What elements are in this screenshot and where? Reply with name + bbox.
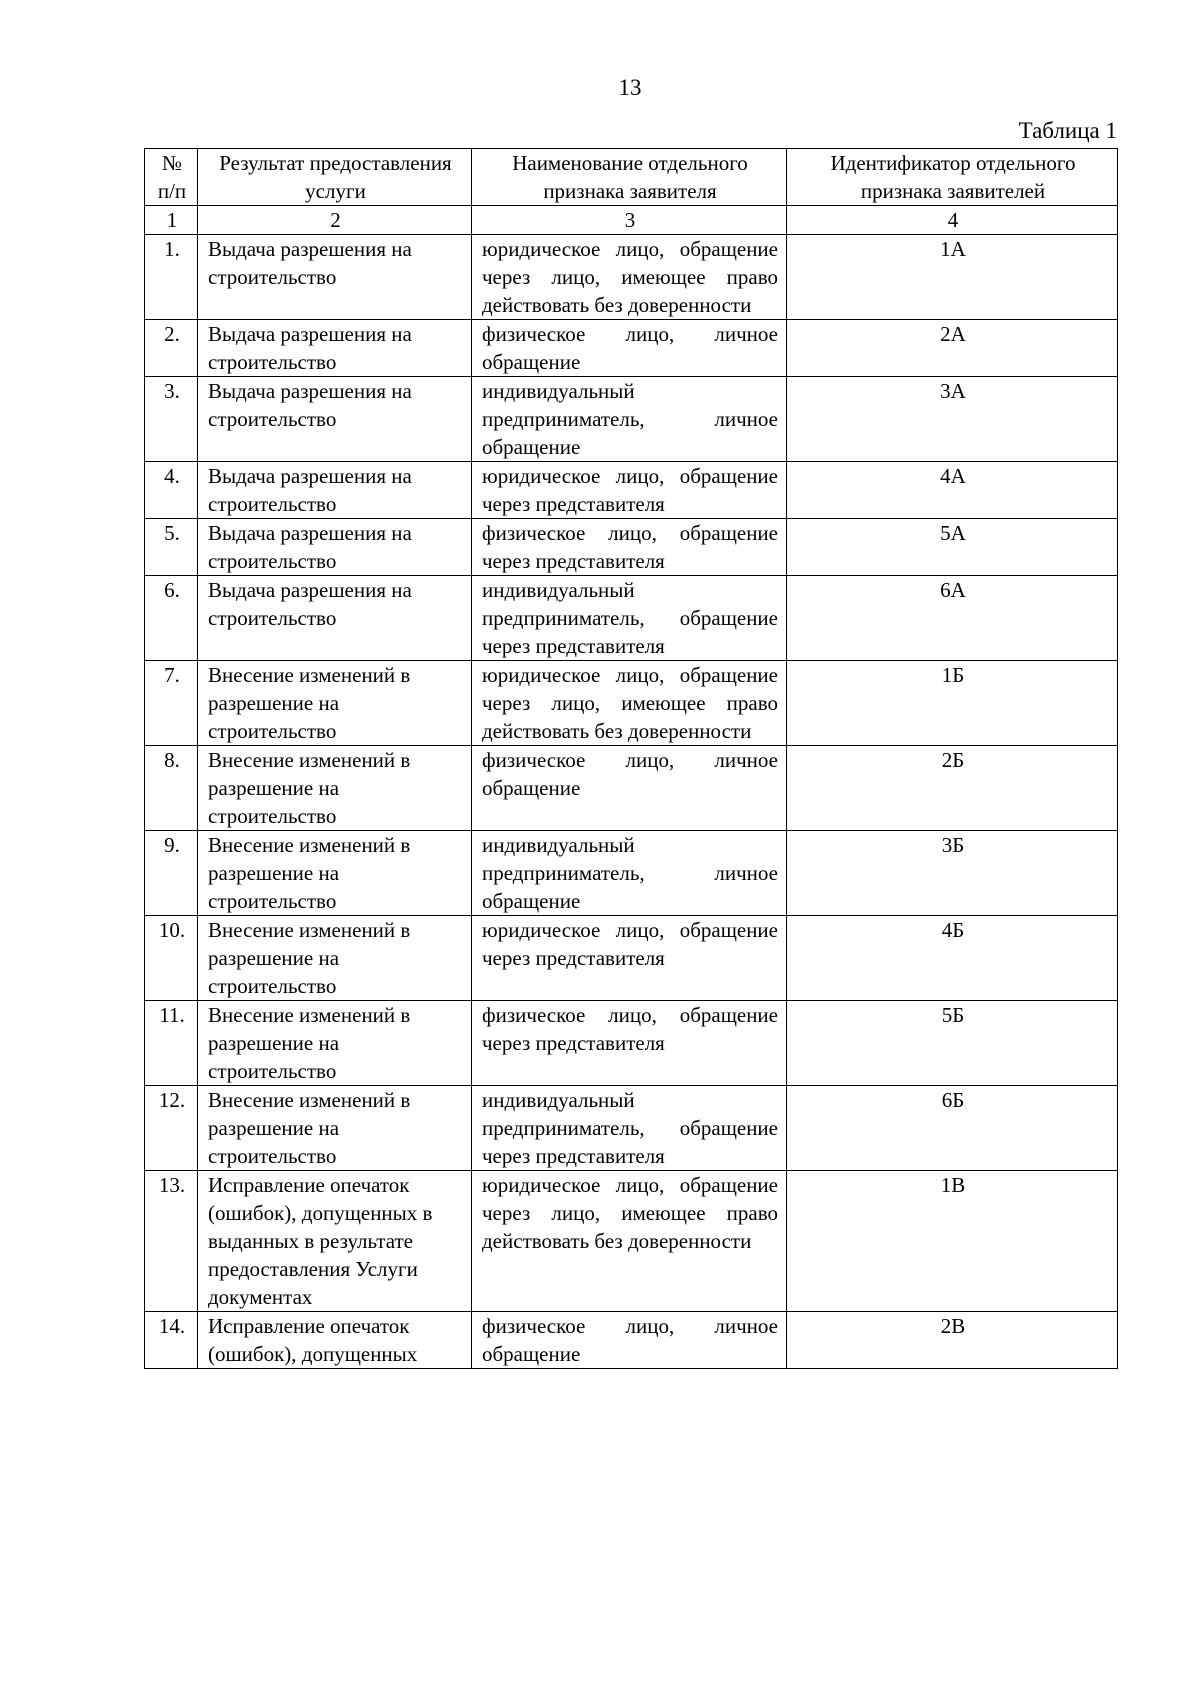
- row-result: Выдача разрешения на строительство: [198, 576, 472, 661]
- row-result: Внесение изменений в разрешение на строительство: [198, 661, 472, 746]
- row-result: Выдача разрешения на строительство: [198, 377, 472, 462]
- column-number: 3: [472, 206, 787, 235]
- row-applicant-sign: индивидуальный предприниматель, обращение через представителя: [472, 1086, 787, 1171]
- row-number: 4.: [145, 462, 198, 519]
- row-number: 8.: [145, 746, 198, 831]
- table-row: [145, 576, 1118, 661]
- applicant-signs-table: [144, 148, 1118, 1369]
- table-row: [145, 235, 1118, 320]
- row-identifier: 2В: [787, 1312, 1118, 1369]
- table-row: [145, 916, 1118, 1001]
- table-row: [145, 1086, 1118, 1171]
- column-number: 4: [787, 206, 1118, 235]
- row-number: 12.: [145, 1086, 198, 1171]
- table-row: [145, 1171, 1118, 1312]
- row-identifier: 6А: [787, 576, 1118, 661]
- row-identifier: 6Б: [787, 1086, 1118, 1171]
- column-numbering-row: [145, 206, 1118, 235]
- row-number: 7.: [145, 661, 198, 746]
- row-result: Исправление опечаток (ошибок), допущенных: [198, 1312, 472, 1369]
- row-identifier: 5Б: [787, 1001, 1118, 1086]
- table-header-row: [145, 149, 1118, 206]
- row-result: Внесение изменений в разрешение на строительство: [198, 1086, 472, 1171]
- table-row: [145, 377, 1118, 462]
- table-row: [145, 746, 1118, 831]
- table-row: [145, 831, 1118, 916]
- row-number: 6.: [145, 576, 198, 661]
- row-result: Внесение изменений в разрешение на строительство: [198, 916, 472, 1001]
- row-result: Выдача разрешения на строительство: [198, 519, 472, 576]
- row-identifier: 4А: [787, 462, 1118, 519]
- table-body: [145, 235, 1118, 1369]
- row-applicant-sign: индивидуальный предприниматель, обращение через представителя: [472, 576, 787, 661]
- row-result: Внесение изменений в разрешение на строительство: [198, 831, 472, 916]
- table-row: [145, 1001, 1118, 1086]
- row-number: 11.: [145, 1001, 198, 1086]
- row-applicant-sign: юридическое лицо, обращение через лицо, имеющее право действовать без доверенности: [472, 235, 787, 320]
- header-sign-name: Наименование отдельного признака заявителя: [472, 149, 787, 206]
- row-applicant-sign: юридическое лицо, обращение через представителя: [472, 462, 787, 519]
- row-number: 13.: [145, 1171, 198, 1312]
- header-result: Результат предоставления услуги: [198, 149, 472, 206]
- row-applicant-sign: юридическое лицо, обращение через представителя: [472, 916, 787, 1001]
- table-row: [145, 519, 1118, 576]
- row-applicant-sign: физическое лицо, обращение через представителя: [472, 1001, 787, 1086]
- row-identifier: 1А: [787, 235, 1118, 320]
- header-identifier: Идентификатор отдельного признака заявителей: [787, 149, 1118, 206]
- row-number: 10.: [145, 916, 198, 1001]
- row-number: 1.: [145, 235, 198, 320]
- page-number: 13: [618, 75, 642, 100]
- row-identifier: 4Б: [787, 916, 1118, 1001]
- table-caption: Таблица 1: [1018, 118, 1117, 143]
- column-number: 2: [198, 206, 472, 235]
- row-identifier: 2Б: [787, 746, 1118, 831]
- row-identifier: 5А: [787, 519, 1118, 576]
- table-row: [145, 320, 1118, 377]
- row-identifier: 1В: [787, 1171, 1118, 1312]
- row-applicant-sign: физическое лицо, личное обращение: [472, 746, 787, 831]
- row-applicant-sign: индивидуальный предприниматель, личное обращение: [472, 377, 787, 462]
- row-number: 3.: [145, 377, 198, 462]
- table-row: [145, 661, 1118, 746]
- row-applicant-sign: юридическое лицо, обращение через лицо, имеющее право действовать без доверенности: [472, 1171, 787, 1312]
- table-row: [145, 1312, 1118, 1369]
- row-identifier: 2А: [787, 320, 1118, 377]
- row-number: 5.: [145, 519, 198, 576]
- row-result: Внесение изменений в разрешение на строительство: [198, 1001, 472, 1086]
- row-identifier: 1Б: [787, 661, 1118, 746]
- row-identifier: 3Б: [787, 831, 1118, 916]
- row-result: Выдача разрешения на строительство: [198, 235, 472, 320]
- row-identifier: 3А: [787, 377, 1118, 462]
- row-result: Выдача разрешения на строительство: [198, 462, 472, 519]
- row-number: 2.: [145, 320, 198, 377]
- row-applicant-sign: индивидуальный предприниматель, личное обращение: [472, 831, 787, 916]
- header-num: № п/п: [145, 149, 198, 206]
- column-number: 1: [145, 206, 198, 235]
- row-number: 14.: [145, 1312, 198, 1369]
- row-result: Внесение изменений в разрешение на строительство: [198, 746, 472, 831]
- table-row: [145, 462, 1118, 519]
- row-applicant-sign: юридическое лицо, обращение через лицо, имеющее право действовать без доверенности: [472, 661, 787, 746]
- row-applicant-sign: физическое лицо, обращение через представителя: [472, 519, 787, 576]
- row-result: Исправление опечаток (ошибок), допущенных в выданных в результате предоставления Услуги документах: [198, 1171, 472, 1312]
- row-result: Выдача разрешения на строительство: [198, 320, 472, 377]
- row-applicant-sign: физическое лицо, личное обращение: [472, 1312, 787, 1369]
- row-applicant-sign: физическое лицо, личное обращение: [472, 320, 787, 377]
- row-number: 9.: [145, 831, 198, 916]
